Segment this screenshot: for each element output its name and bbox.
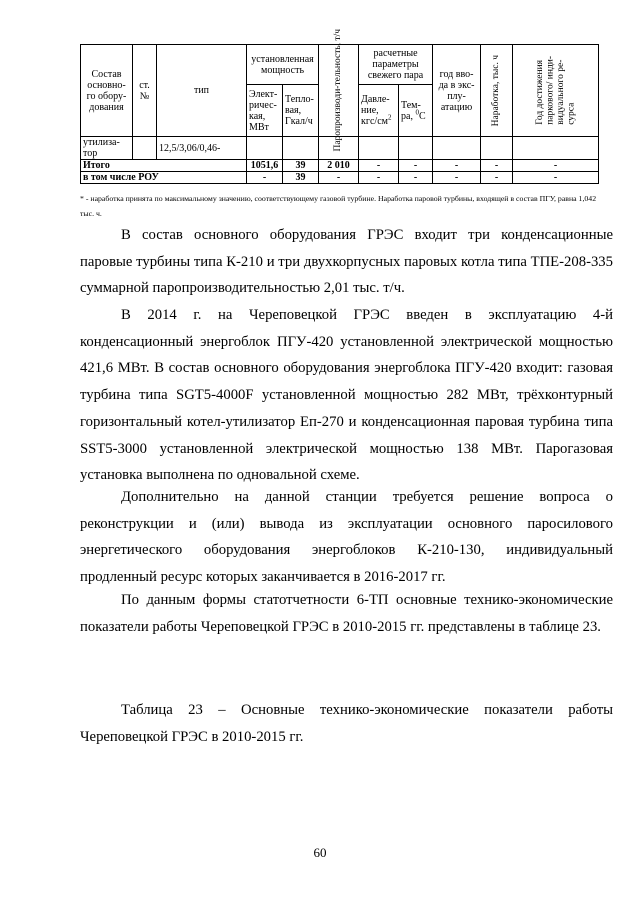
table-caption: Таблица 23 – Основные технико-экономические показатели работы Череповецкой ГРЭС в 2010-2015 гг. xyxy=(80,702,613,745)
table-cell: - xyxy=(319,172,359,184)
header-cell: расчетные параметры свежего пара xyxy=(359,45,433,85)
table-cell: - xyxy=(359,172,399,184)
table-cell: 39 xyxy=(283,160,319,172)
table-cell: 2 010 xyxy=(319,160,359,172)
header-cell: Наработка, тыс. ч xyxy=(481,45,513,137)
header-cell: установленная мощность xyxy=(247,45,319,85)
table-cell xyxy=(283,137,319,160)
table-cell: - xyxy=(513,160,599,172)
table-cell: 12,5/3,06/0,46- xyxy=(157,137,247,160)
paragraph: В состав основного оборудования ГРЭС входит три конденсационные паровые турбины типа К-210 и три двухкорпусных паровых котла типа ТПЕ-208-335 суммарной паропроизводительностью 2,01 тыс. т/ч. xyxy=(80,227,613,297)
table-cell: утилиза-тор xyxy=(81,137,133,160)
table-cell: - xyxy=(481,160,513,172)
table-cell: Итого xyxy=(81,160,247,172)
header-cell: Тем-ра, $^0$С xyxy=(399,85,433,137)
header-cell: тип xyxy=(157,45,247,137)
table-cell xyxy=(481,137,513,160)
header-cell: Состав основно-го обору-дования xyxy=(81,45,133,137)
table-row-total xyxy=(81,160,599,172)
table-row-rou xyxy=(81,172,599,184)
table-cell: - xyxy=(433,160,481,172)
table-cell: 1051,6 xyxy=(247,160,283,172)
table-cell: - xyxy=(433,172,481,184)
table-cell: - xyxy=(399,160,433,172)
page-number: 60 xyxy=(313,845,327,860)
header-cell: Элект-ричес-кая, МВт xyxy=(247,85,283,137)
table-footnote: * - наработка принята по максимальному значению, соответствующему газовой турбине. Наработка паровой турбины, входящей в состав ПГУ, равна 1,042 тыс. ч. xyxy=(80,194,597,218)
header-vertical-text: Год достижения паркового/ инди- видуального ре- сурса xyxy=(534,56,577,125)
header-cell: Давле-ние, кгс/$см^2$ xyxy=(359,85,399,137)
header-cell: Паропроизводи-тельность, т/ч xyxy=(319,45,359,137)
header-cell: год вво-да в экс-плу-атацию xyxy=(433,45,481,137)
table-cell xyxy=(247,137,283,160)
table-cell: - xyxy=(247,172,283,184)
header-cell: ст. № xyxy=(133,45,157,137)
header-cell xyxy=(513,45,599,137)
table-cell xyxy=(433,137,481,160)
paragraph: Дополнительно на данной станции требуется решение вопроса о реконструкции и (или) вывода из эксплуатации основного паросилового энергетического оборудования энергоблоков К-210-130, индивидуальный продленный ресурс которых заканчивается в 2016-2017 гг. xyxy=(80,489,613,586)
paragraph: В 2014 г. на Череповецкой ГРЭС введен в эксплуатацию 4-й конденсационный энергоблок ПГУ-420 установленной электрической мощностью 421,6 МВт. В состав основного оборудования энергоблока ПГУ-420 входит: газовая турбина типа SGT5-4000F установленной мощностью 282 МВт, трёхконтурный горизонтальный котел-утилизатор Еп-270 и конденсационная паровая турбина типа SST5-3000 установленной электрической мощностью 138 МВт. Парогазовая установка выполнена по одновальной схеме. xyxy=(80,307,613,484)
table-cell: - xyxy=(513,172,599,184)
table-cell xyxy=(399,137,433,160)
table-cell: - xyxy=(481,172,513,184)
table-header-row xyxy=(81,45,599,85)
table-cell: 39 xyxy=(283,172,319,184)
table-cell xyxy=(513,137,599,160)
header-cell: Тепло-вая, Гкал/ч xyxy=(283,85,319,137)
table-cell: - xyxy=(399,172,433,184)
table-cell: в том числе РОУ xyxy=(81,172,247,184)
equipment-table xyxy=(80,29,599,184)
table-cell xyxy=(133,137,157,160)
table-cell: - xyxy=(359,160,399,172)
table-cell xyxy=(359,137,399,160)
paragraph: По данным формы статотчетности 6-ТП основные технико-экономические показатели работы Череповецкой ГРЭС в 2010-2015 гг. представлены в таблице 23. xyxy=(80,592,613,635)
